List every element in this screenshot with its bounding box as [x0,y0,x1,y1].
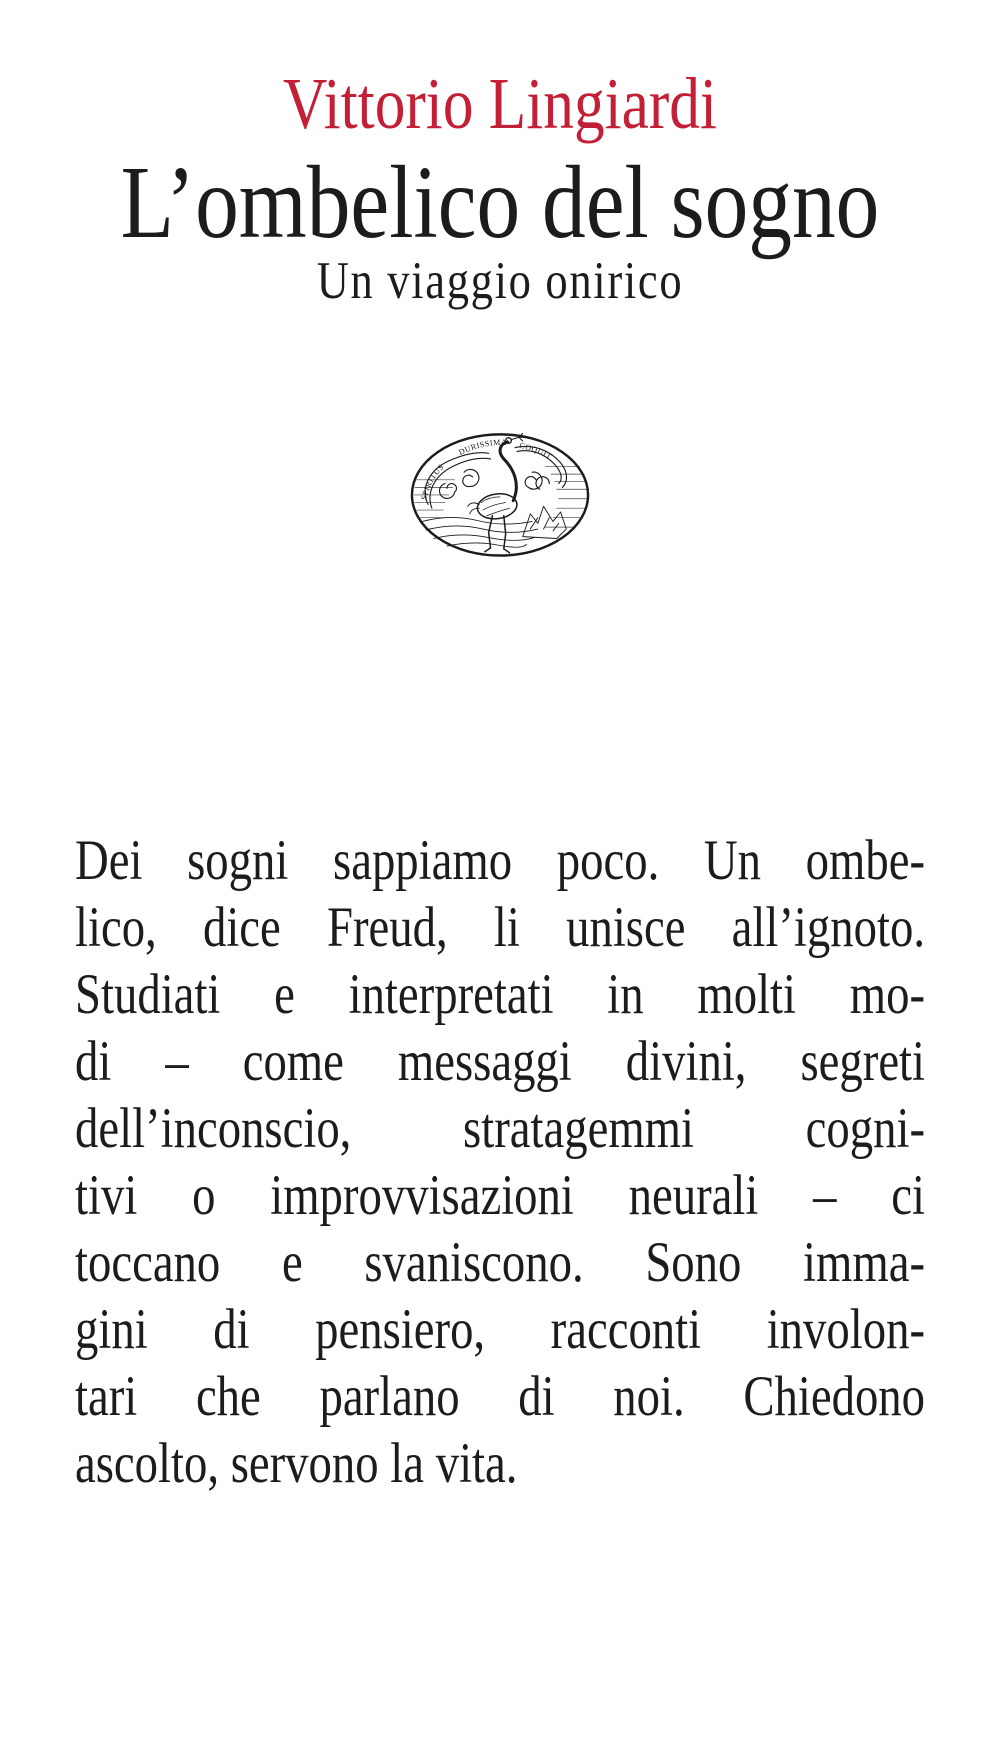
blurb-line: lico, dice Freud, li unisce all’ignoto. [75,896,926,959]
blurb-line: di – come messaggi divini, segreti [75,1030,926,1093]
emblem-motto-center: DURISSIMA [457,437,508,457]
emblem-ground [422,517,537,547]
book-blurb [75,827,925,1497]
book-subtitle: Un viaggio onirico [316,252,684,310]
blurb-line: Studiati e interpretati in molti mo- [75,963,926,1026]
emblem-motto-right: COQUIT [518,440,554,462]
ostrich-icon [468,433,524,552]
einaudi-ostrich-emblem [405,423,595,565]
book-author: Vittorio Lingiardi [282,63,717,144]
blurb-line: toccano e svaniscono. Sono imma- [75,1231,926,1294]
emblem-motto-left: SPIRITUS [419,462,446,502]
blurb-line: tivi o improvvisazioni neurali – ci [75,1164,926,1227]
blurb-line: Dei sogni sappiamo poco. Un ombe- [75,829,926,892]
blurb-line: ascolto, servono la vita. [75,1432,518,1495]
blurb-line: dell’inconscio, stratagemmi cogni- [75,1097,926,1160]
book-title: L’ombelico del sogno [120,145,880,260]
blurb-line: tari che parlano di noi. Chiedono [75,1365,926,1428]
blurb-line: gini di pensiero, racconti involon- [75,1298,926,1361]
